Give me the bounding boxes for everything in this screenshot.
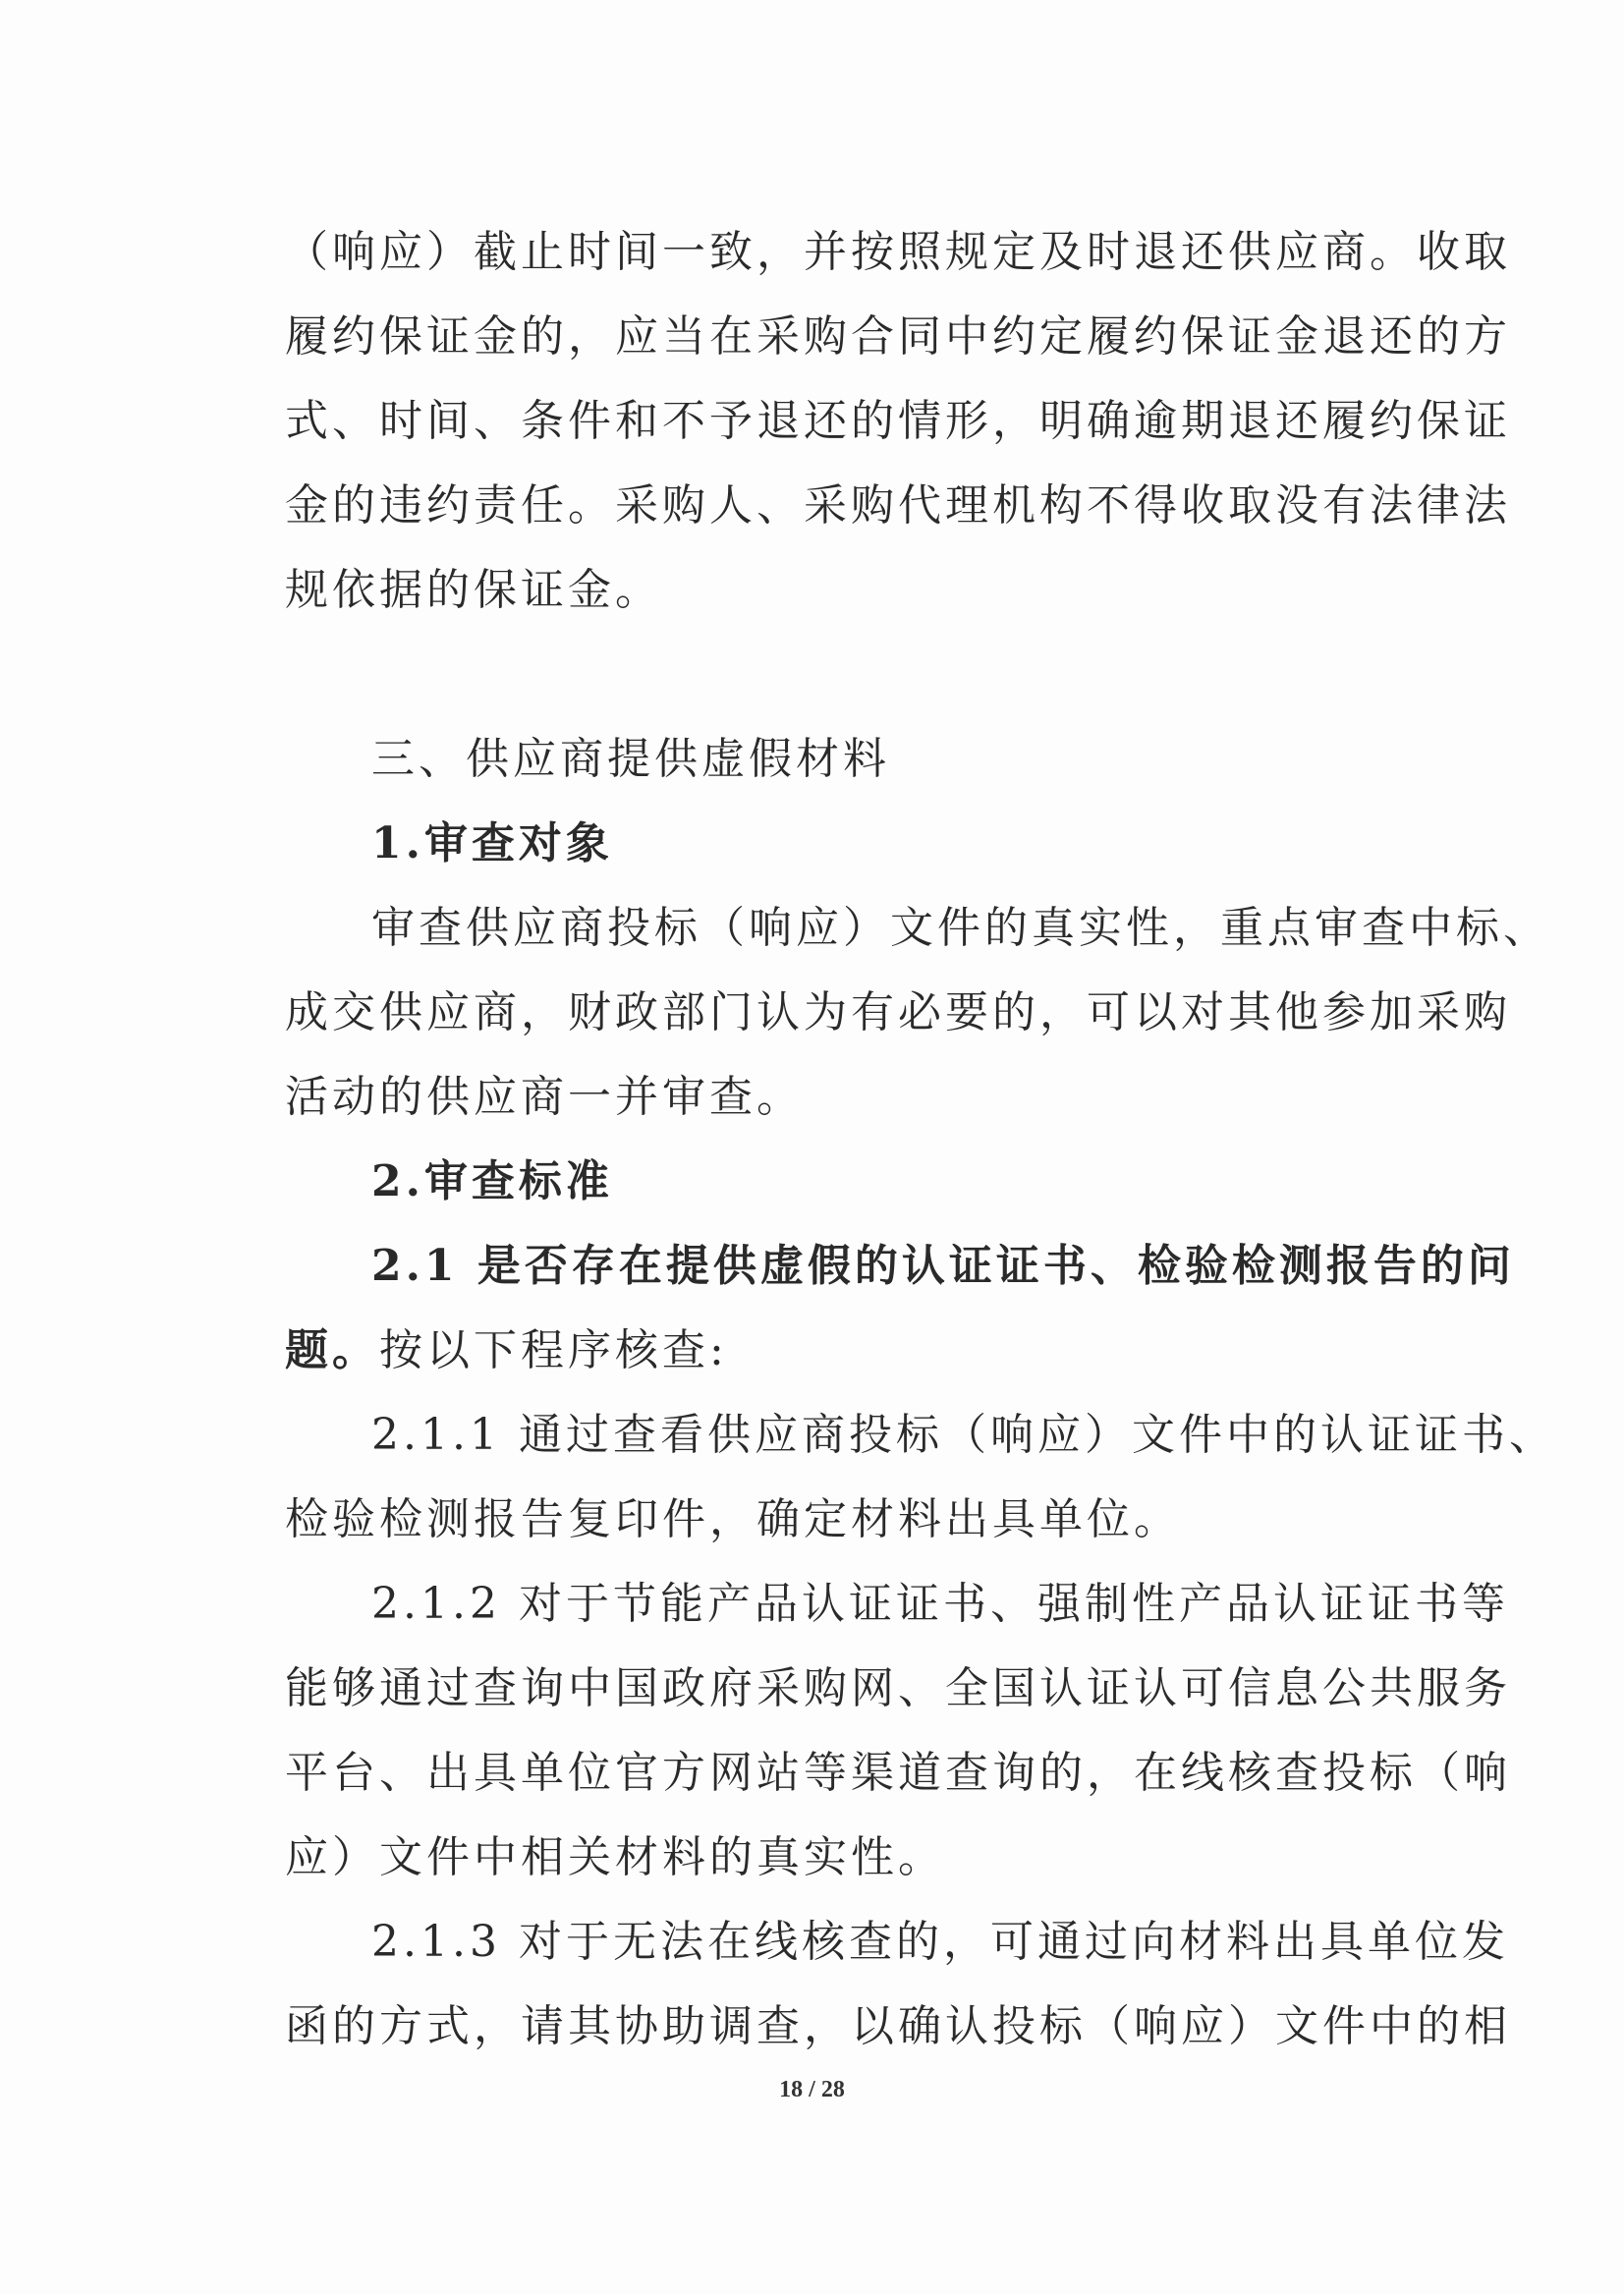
item-2-1-2-line: 平台、出具单位官方网站等渠道查询的，在线核查投标（响 [285, 1748, 1511, 1798]
item-2-1-2-line: 能够通过查询中国政府采购网、全国认证认可信息公共服务 [285, 1663, 1511, 1713]
page-number: 18 / 28 [779, 2077, 845, 2102]
subsection-title-review-object: 1.审查对象 [371, 818, 613, 868]
paragraph-line: 规依据的保证金。 [285, 565, 662, 615]
paragraph-line: （响应）截止时间一致，并按照规定及时退还供应商。收取 [285, 227, 1511, 277]
section-title: 三、供应商提供虚假材料 [371, 734, 890, 784]
subsection-title-review-standard: 2.审查标准 [371, 1156, 613, 1206]
item-2-1-1-line: 2.1.1 通过查看供应商投标（响应）文件中的认证证书、 [371, 1410, 1556, 1460]
item-2-1-2-line: 应）文件中相关材料的真实性。 [285, 1832, 945, 1882]
paragraph-line: 审查供应商投标（响应）文件的真实性，重点审查中标、 [371, 903, 1550, 953]
paragraph-line: 活动的供应商一并审查。 [285, 1072, 804, 1122]
paragraph-line: 式、时间、条件和不予退还的情形，明确逾期退还履约保证 [285, 396, 1511, 446]
item-2-1-1-line: 检验检测报告复印件，确定材料出具单位。 [285, 1494, 1181, 1544]
item-2-1-procedure: 按以下程序核查: [379, 1325, 728, 1375]
paragraph-line: 履约保证金的，应当在采购合同中约定履约保证金退还的方 [285, 311, 1511, 362]
item-2-1-2-line: 2.1.2 对于节能产品认证证书、强制性产品认证证书等 [371, 1579, 1509, 1629]
item-2-1-3-line: 函的方式，请其协助调查，以确认投标（响应）文件中的相 [285, 2001, 1511, 2051]
document-body [285, 210, 1556, 2069]
item-2-1-heading: 2.1 是否存在提供虚假的认证证书、检验检测报告的问 [371, 1241, 1515, 1291]
item-2-1-continuation [285, 1309, 1375, 1393]
item-2-1-bold-end: 题。 [285, 1325, 379, 1375]
item-2-1-3-line: 2.1.3 对于无法在线核查的，可通过向材料出具单位发 [371, 1917, 1509, 1967]
paragraph-line: 金的违约责任。采购人、采购代理机构不得收取没有法律法 [285, 480, 1511, 531]
paragraph-line: 成交供应商，财政部门认为有必要的，可以对其他参加采购 [285, 987, 1511, 1037]
